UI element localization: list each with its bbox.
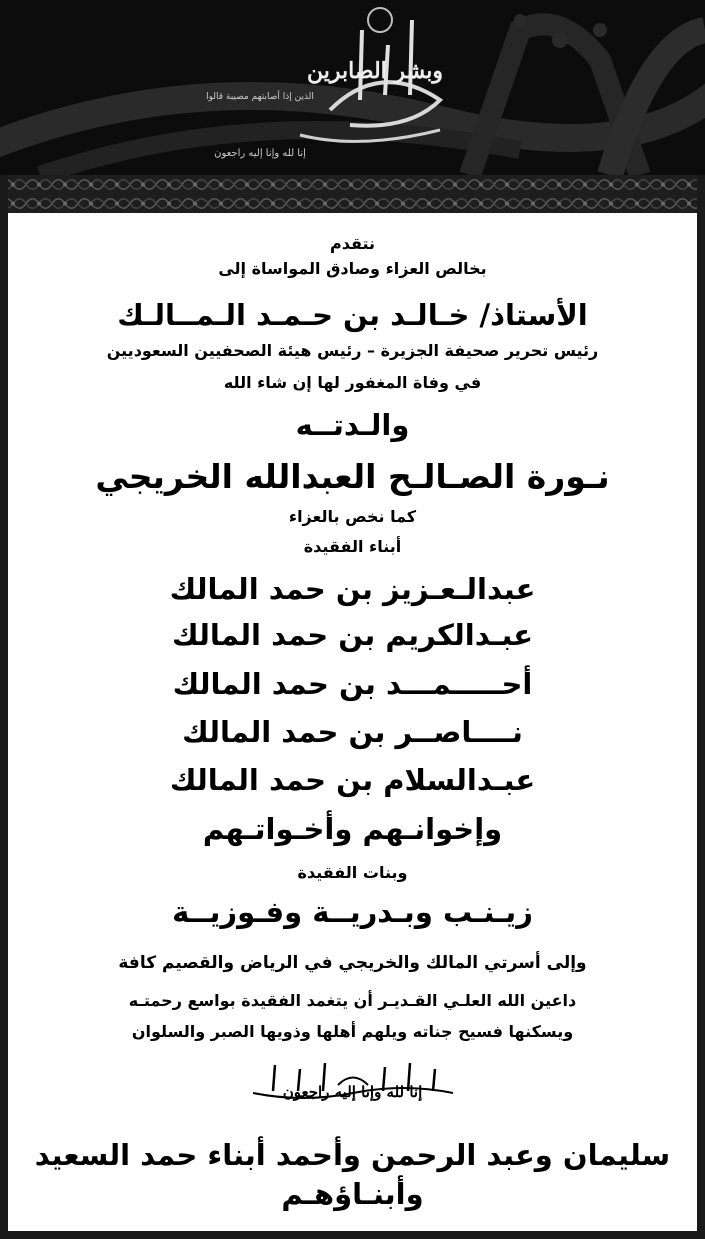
banner-artwork [0, 0, 705, 175]
daughters-heading: وبنات الفقيدة [297, 863, 408, 882]
prayer-line: ويسكنها فسيح جناته ويلهم أهلها وذويها الصبر والسلوان [131, 1022, 574, 1041]
son-name: عبـدالسلام بن حمد المالك [169, 763, 536, 797]
notice-body [8, 213, 697, 1231]
condolence-line: بخالص العزاء وصادق المواساة إلى [218, 259, 487, 278]
ornamental-border [0, 175, 705, 213]
ornament-pattern [0, 175, 705, 213]
recipient-title: رئيس تحرير صحيفة الجزيرة – رئيس هيئة الصحفيين السعوديين [106, 341, 599, 360]
relation-label: والـدتــه [295, 408, 410, 442]
families-line: وإلى أسرتي المالك والخريجي في الرياض والقصيم كافة [118, 953, 587, 973]
son-name: أحـــــمـــد بن حمد المالك [172, 667, 533, 701]
siblings-line: وإخوانـهم وأخـواتـهم [202, 812, 503, 846]
sons-heading: أبناء الفقيدة [303, 537, 402, 556]
calligraphy-banner [0, 0, 705, 175]
also-line: كما نخص بالعزاء [288, 507, 417, 526]
son-name: نــــاصــر بن حمد المالك [182, 715, 523, 749]
intro-text: نتقدم [329, 234, 376, 253]
left-border [0, 175, 8, 1239]
banner-verse-end: إنا لله وإنا إليه راجعون [214, 148, 306, 159]
right-border [697, 175, 705, 1239]
occasion-line: في وفاة المغفور لها إن شاء الله [223, 373, 482, 392]
senders-line-2: وأبنـاؤهـم [281, 1177, 424, 1211]
son-name: عبدالـعـزيز بن حمد المالك [169, 572, 536, 606]
daughters-names: زيـنـب وبـدريــة وفـوزيــة [172, 895, 533, 929]
banner-verse-sub: الذين إذا أصابتهم مصيبة قالوا [206, 92, 314, 102]
closing-verse: إنا لله وإنا إليه راجعون [282, 1083, 423, 1101]
son-name: عبـدالكريم بن حمد المالك [171, 618, 534, 652]
banner-verse-main: وبشر الصابرين [307, 58, 443, 84]
recipient-name: الأستاذ/ خـالـد بن حـمـد الـمــالـك [117, 298, 588, 332]
bottom-border [0, 1231, 705, 1239]
prayer-line: داعين الله العلـي القـديـر أن يتغمد الفقيدة بواسع رحمتـه [128, 991, 577, 1010]
deceased-name: نـورة الصـالـح العبدالله الخريجي [95, 457, 610, 496]
senders-line: سليمان وعبد الرحمن وأحمد أبناء حمد السعيد [34, 1138, 671, 1172]
